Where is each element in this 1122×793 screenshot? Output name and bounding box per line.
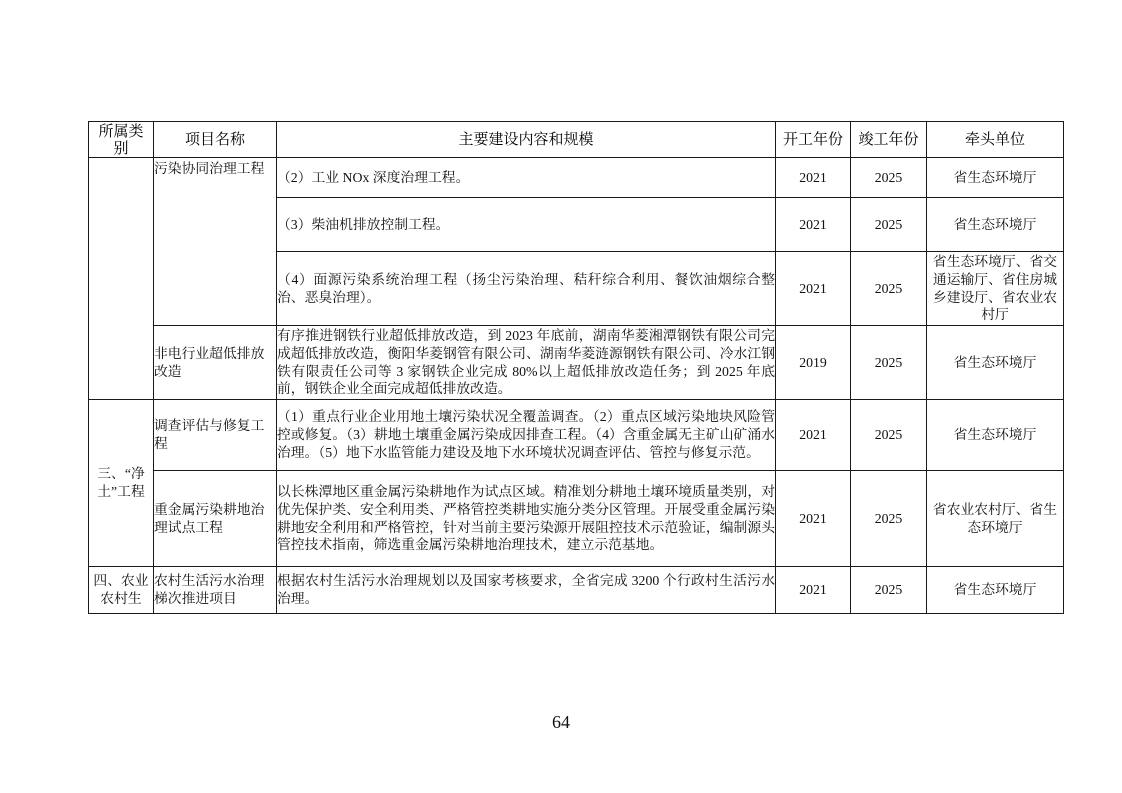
lead-unit-cell: 省农业农村厅、省生态环境厅 <box>927 471 1064 567</box>
project-name-cell: 重金属污染耕地治理试点工程 <box>154 471 277 567</box>
category-cell: 四、农业农村生 <box>89 567 154 614</box>
lead-unit-cell: 省生态环境厅 <box>927 326 1064 400</box>
content-cell: 以长株潭地区重金属污染耕地作为试点区域。精准划分耕地土壤环境质量类别，对优先保护类、安全利用类、严格管控类耕地实施分类分区管理。开展受重金属污染耕地安全利用和严格管控，针对当前主要污染源开展阻控技术示范验证，编制源头管控技术指南，筛选重金属污染耕地治理技术，建立示范基地。 <box>277 471 776 567</box>
header-end-year: 竣工年份 <box>851 122 927 158</box>
lead-unit-cell: 省生态环境厅、省交通运输厅、省住房城乡建设厅、省农业农村厅 <box>927 252 1064 326</box>
page-number: 64 <box>552 712 570 732</box>
content-cell: （3）柴油机排放控制工程。 <box>277 198 776 252</box>
content-cell: （2）工业 NOx 深度治理工程。 <box>277 158 776 198</box>
header-category: 所属类别 <box>89 122 154 158</box>
table-row <box>89 326 1064 400</box>
content-cell: 根据农村生活污水治理规划以及国家考核要求，全省完成 3200 个行政村生活污水治理。 <box>277 567 776 614</box>
category-cell <box>89 158 154 400</box>
project-table <box>88 121 1064 614</box>
project-name-cell: 调查评估与修复工程 <box>154 400 277 471</box>
end-year-cell: 2025 <box>851 158 927 198</box>
end-year-cell: 2025 <box>851 198 927 252</box>
project-name-cell: 污染协同治理工程 <box>154 158 277 326</box>
table-row <box>89 471 1064 567</box>
start-year-cell: 2021 <box>776 567 851 614</box>
start-year-cell: 2019 <box>776 326 851 400</box>
category-cell: 三、“净土”工程 <box>89 400 154 567</box>
end-year-cell: 2025 <box>851 326 927 400</box>
header-project-name: 项目名称 <box>154 122 277 158</box>
lead-unit-cell: 省生态环境厅 <box>927 158 1064 198</box>
end-year-cell: 2025 <box>851 252 927 326</box>
start-year-cell: 2021 <box>776 471 851 567</box>
end-year-cell: 2025 <box>851 471 927 567</box>
content-cell: （4）面源污染系统治理工程（扬尘污染治理、秸秆综合利用、餐饮油烟综合整治、恶臭治理）。 <box>277 252 776 326</box>
header-lead-unit: 牵头单位 <box>927 122 1064 158</box>
project-name-cell: 非电行业超低排放改造 <box>154 326 277 400</box>
lead-unit-cell: 省生态环境厅 <box>927 400 1064 471</box>
project-name-cell: 农村生活污水治理梯次推进项目 <box>154 567 277 614</box>
lead-unit-cell: 省生态环境厅 <box>927 567 1064 614</box>
end-year-cell: 2025 <box>851 567 927 614</box>
start-year-cell: 2021 <box>776 158 851 198</box>
table-row <box>89 158 1064 198</box>
end-year-cell: 2025 <box>851 400 927 471</box>
header-content: 主要建设内容和规模 <box>277 122 776 158</box>
table-row <box>89 400 1064 471</box>
lead-unit-cell: 省生态环境厅 <box>927 198 1064 252</box>
content-cell: 有序推进钢铁行业超低排放改造，到 2023 年底前，湖南华菱湘潭钢铁有限公司完成超低排放改造，衡阳华菱钢管有限公司、湖南华菱涟源钢铁有限公司、冷水江钢铁有限责任公司等 3 家钢铁企业完成 80%以上超低排放改造任务；到 2025 年底前，钢铁企业全面完成超低排放改造。 <box>277 326 776 400</box>
start-year-cell: 2021 <box>776 400 851 471</box>
table-header-row <box>89 122 1064 158</box>
start-year-cell: 2021 <box>776 252 851 326</box>
content-cell: （1）重点行业企业用地土壤污染状况全覆盖调查。（2）重点区域污染地块风险管控或修复。（3）耕地土壤重金属污染成因排查工程。（4）含重金属无主矿山矿涌水治理。（5）地下水监管能力建设及地下水环境状况调查评估、管控与修复示范。 <box>277 400 776 471</box>
header-start-year: 开工年份 <box>776 122 851 158</box>
table-row <box>89 567 1064 614</box>
start-year-cell: 2021 <box>776 198 851 252</box>
